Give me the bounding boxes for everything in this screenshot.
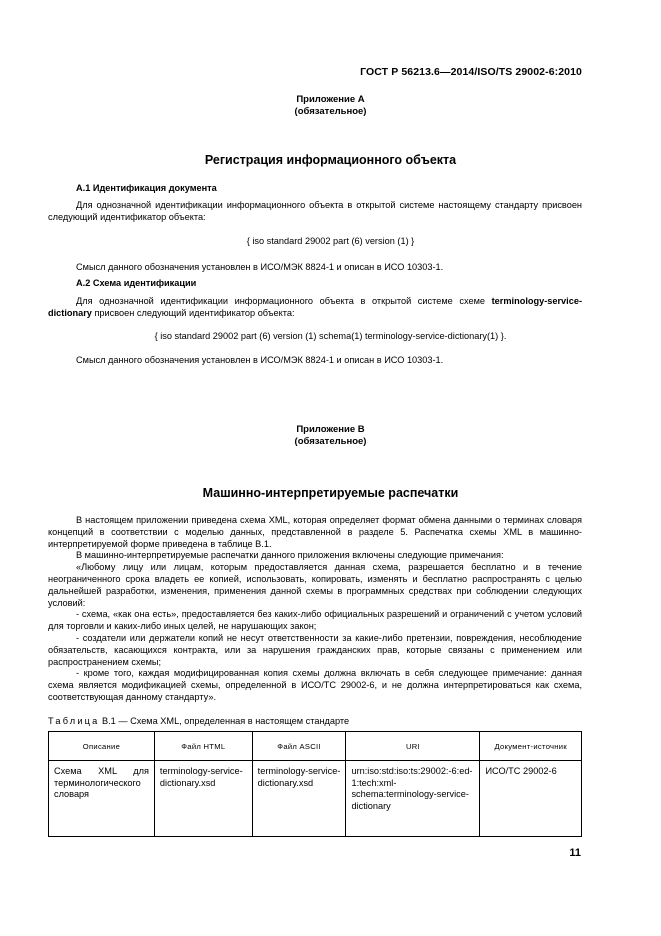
annex-a-label <box>0 94 661 118</box>
table-cell: terminology-service-dictionary.xsd <box>154 761 252 837</box>
table-row <box>49 761 582 837</box>
table-cell: urn:iso:std:iso:ts:29002:-6:ed-1:tech:xml-schema:terminology-service-dictionary <box>346 761 480 837</box>
annex-b-paragraph: - создатели или держатели копий не несут ответственности за какие-либо претензии, повреждения, несоблюдение обязательств, касающихся контракта, или за нарушения гражданских прав, которые связаны с применением или распространением схемы; <box>48 632 582 667</box>
table-cell: ИСО/ТС 29002-6 <box>480 761 582 837</box>
table-cell: terminology-service-dictionary.xsd <box>252 761 346 837</box>
annex-b-paragraph: - кроме того, каждая модифицированная копия схемы должна включать в себя следующее примечание: данная схема является модификацией схемы, определенной в ИСО/ТС 29002-6, и не должна интерпретироваться как схема, соответствующая данному стандарту». <box>48 668 582 702</box>
xml-schema-table <box>48 731 582 837</box>
annex-b-title: Приложение В <box>296 424 365 435</box>
annex-b-body <box>48 515 582 704</box>
a2-heading: А.2 Схема идентификации <box>76 278 197 288</box>
a1-meaning: Смысл данного обозначения установлен в ИСО/МЭК 8824-1 и описан в ИСО 10303-1. <box>76 262 444 272</box>
a1-paragraph-text: Для однозначной идентификации информационного объекта в открытой системе настоящему стандарту присвоен следующий идентификатор объекта: <box>48 200 582 222</box>
annex-b-paragraph: В настоящем приложении приведена схема XML, которая определяет формат обмена данными о терминах словаря концепций в соответствии с моделью данных, представленной в разделе 5. Распечатка схемы XML в машинно-интерпретируемой форме приведена в таблице В.1. <box>48 515 582 549</box>
table-header-cell: URI <box>346 732 480 761</box>
standard-header: ГОСТ Р 56213.6—2014/ISO/TS 29002-6:2010 <box>360 66 582 78</box>
a2-para-bold: terminology-service-dictionary <box>48 296 582 318</box>
table-header-cell: Файл HTML <box>154 732 252 761</box>
a1-paragraph <box>48 199 582 223</box>
table-cell: Схема XML для терминологического словаря <box>49 761 155 837</box>
table-header-cell: Документ-источник <box>480 732 582 761</box>
annex-b-heading: Машинно-интерпретируемые распечатки <box>202 486 459 500</box>
table-header-cell: Описание <box>49 732 155 761</box>
annex-b-status: (обязательное) <box>294 436 367 447</box>
table-caption <box>48 716 349 726</box>
annex-a-status: (обязательное) <box>294 106 367 117</box>
a2-paragraph <box>48 295 582 319</box>
table-header-row <box>49 732 582 761</box>
a2-identifier: { iso standard 29002 part (6) version (1) schema(1) terminology-service-dictionary(1) }. <box>154 331 507 341</box>
a2-meaning: Смысл данного обозначения установлен в ИСО/МЭК 8824-1 и описан в ИСО 10303-1. <box>76 355 444 365</box>
annex-b-paragraph: «Любому лицу или лицам, которым предоставляется данная схема, разрешается бесплатно и в течение неограниченного срока владеть ее копией, использовать, копировать, изменять и бесплатно распространять с целью дальнейшей разработки, изменения, применения данной схемы в программных средствах при соблюдении следующих условий: <box>48 562 582 608</box>
annex-b-paragraph: - схема, «как она есть», предоставляется без каких-либо официальных разрешений и ограничений с учетом условий для торговли и каких-либо иных целей, не нарушающих закон; <box>48 609 582 632</box>
a2-para-before: Для однозначной идентификации информационного объекта в открытой системе схеме <box>76 296 492 306</box>
annex-a-title: Приложение А <box>296 94 365 105</box>
annex-b-paragraph: В машинно-интерпретируемые распечатки данного приложения включены следующие примечания: <box>76 550 504 561</box>
a2-para-after: присвоен следующий идентификатор объекта: <box>91 308 295 318</box>
table-header-cell: Файл ASCII <box>252 732 346 761</box>
a1-heading: А.1 Идентификация документа <box>76 183 217 193</box>
annex-b-label <box>0 424 661 448</box>
table-caption-prefix: Таблица <box>48 716 100 726</box>
annex-a-heading: Регистрация информационного объекта <box>204 153 457 167</box>
page-number: 11 <box>569 847 581 859</box>
table-caption-text: В.1 — Схема XML, определенная в настоящем стандарте <box>99 716 350 726</box>
a1-identifier: { iso standard 29002 part (6) version (1) } <box>246 236 415 246</box>
